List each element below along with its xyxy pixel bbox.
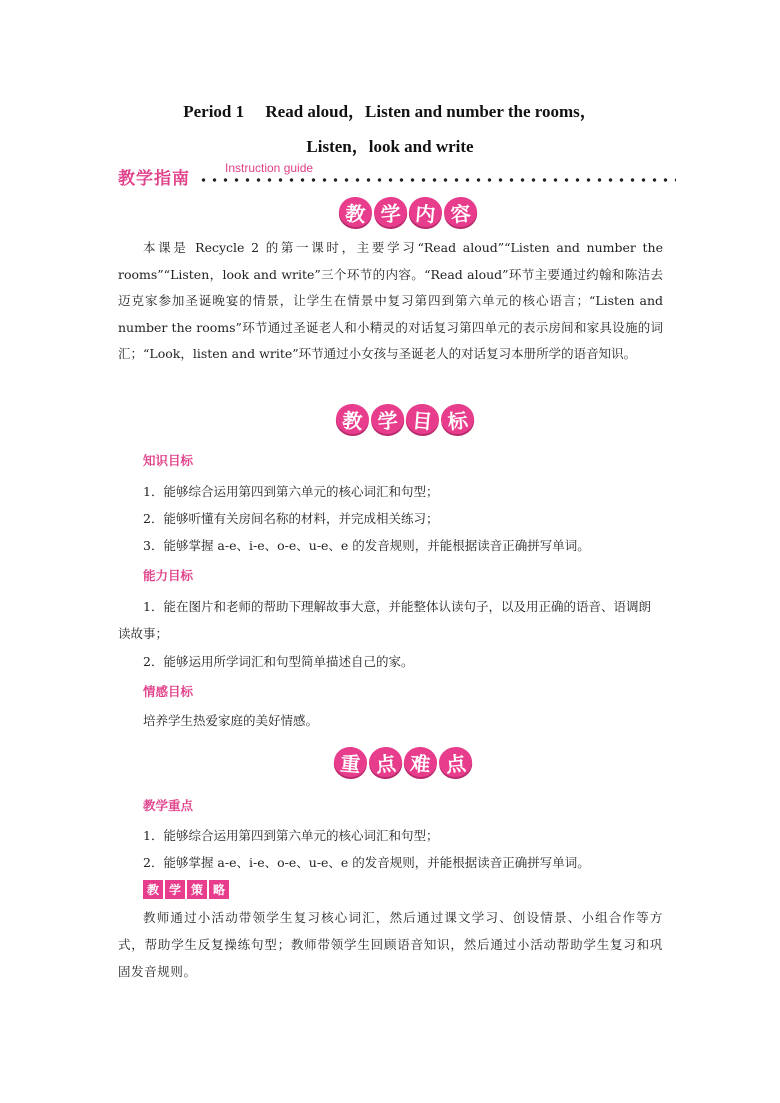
section-badge-teaching-content	[338, 195, 478, 229]
key-points-heading: 教学重点	[143, 798, 194, 813]
badge-char: 容	[443, 195, 479, 228]
dotted-divider	[198, 176, 676, 184]
knowledge-goal-item: 2．能够听懂有关房间名称的材料，并完成相关练习；	[143, 511, 439, 526]
strategy-paragraph: 教师通过小活动带领学生复习核心词汇，然后通过课文学习、创设情景、小组合作等方式，帮助学生反复操练句型；教师带领学生回顾语音知识，然后通过小活动帮助学生复习和巩固发音规则。	[118, 910, 663, 979]
badge-char: 策	[187, 880, 207, 899]
knowledge-goal-item: 3．能够掌握 a-e、i-e、o-e、u-e、e 的发音规则，并能根据读音正确拼写单词。	[143, 538, 590, 553]
badge-char: 教	[335, 403, 370, 436]
ability-goals-heading: 能力目标	[143, 568, 194, 583]
key-point-item: 2．能够掌握 a-e、i-e、o-e、u-e、e 的发音规则，并能根据读音正确拼写单词。	[143, 855, 590, 870]
badge-char: 内	[408, 196, 443, 229]
guide-title-cn: 教学指南	[118, 164, 194, 189]
badge-char: 学	[373, 195, 409, 228]
knowledge-goal-item: 1．能够综合运用第四到第六单元的核心词汇和句型；	[143, 484, 439, 499]
badge-char: 学	[165, 880, 185, 899]
ability-goal-item: 2．能够运用所学词汇和句型简单描述自己的家。	[143, 654, 414, 669]
badge-char: 教	[338, 196, 373, 229]
ability-goal-item: 1．能在图片和老师的帮助下理解故事大意，并能整体认读句子，以及用正确的语音、语调朗读故事；	[118, 599, 651, 641]
intro-paragraph: 本课是 Recycle 2 的第一课时，主要学习“Read aloud”“Listen and number the rooms”“Listen，look and write”三个环节的内容。“Read aloud”环节主要通过约翰和陈洁去迈克家参加圣诞晚宴的情景，让学生在情景中复习第四到第六单元的核心语言；“Listen and number the rooms”环节通过圣诞老人和小精灵的对话复习第四单元的表示房间和家具设施的词汇；“Look，listen and write”环节通过小女孩与圣诞老人的对话复习本册所学的语音知识。	[118, 240, 663, 361]
badge-char: 重	[333, 746, 368, 779]
section-badge-teaching-goals	[332, 402, 478, 436]
instruction-guide-header	[118, 161, 678, 194]
emotion-goal-text: 培养学生热爱家庭的美好情感。	[143, 713, 319, 728]
key-point-item: 1．能够综合运用第四到第六单元的核心词汇和句型；	[143, 828, 439, 843]
badge-char: 点	[368, 745, 404, 778]
badge-char: 教	[143, 880, 163, 899]
section-badge-teaching-strategy	[143, 880, 231, 899]
badge-char: 难	[403, 746, 438, 779]
badge-char: 点	[438, 745, 474, 778]
emotion-goals-heading: 情感目标	[143, 684, 194, 699]
section-badge-key-difficult-points	[330, 745, 476, 779]
badge-char: 略	[209, 880, 229, 899]
guide-title-en: Instruction guide	[222, 161, 316, 175]
badge-char: 目	[405, 403, 440, 436]
knowledge-goals-heading: 知识目标	[143, 453, 194, 468]
badge-char: 标	[440, 402, 476, 435]
lesson-title-line-1: Period 1 Read aloud，Listen and number the rooms，	[183, 102, 597, 121]
badge-char: 学	[370, 402, 406, 435]
lesson-title-line-2: Listen，look and write	[306, 137, 474, 156]
